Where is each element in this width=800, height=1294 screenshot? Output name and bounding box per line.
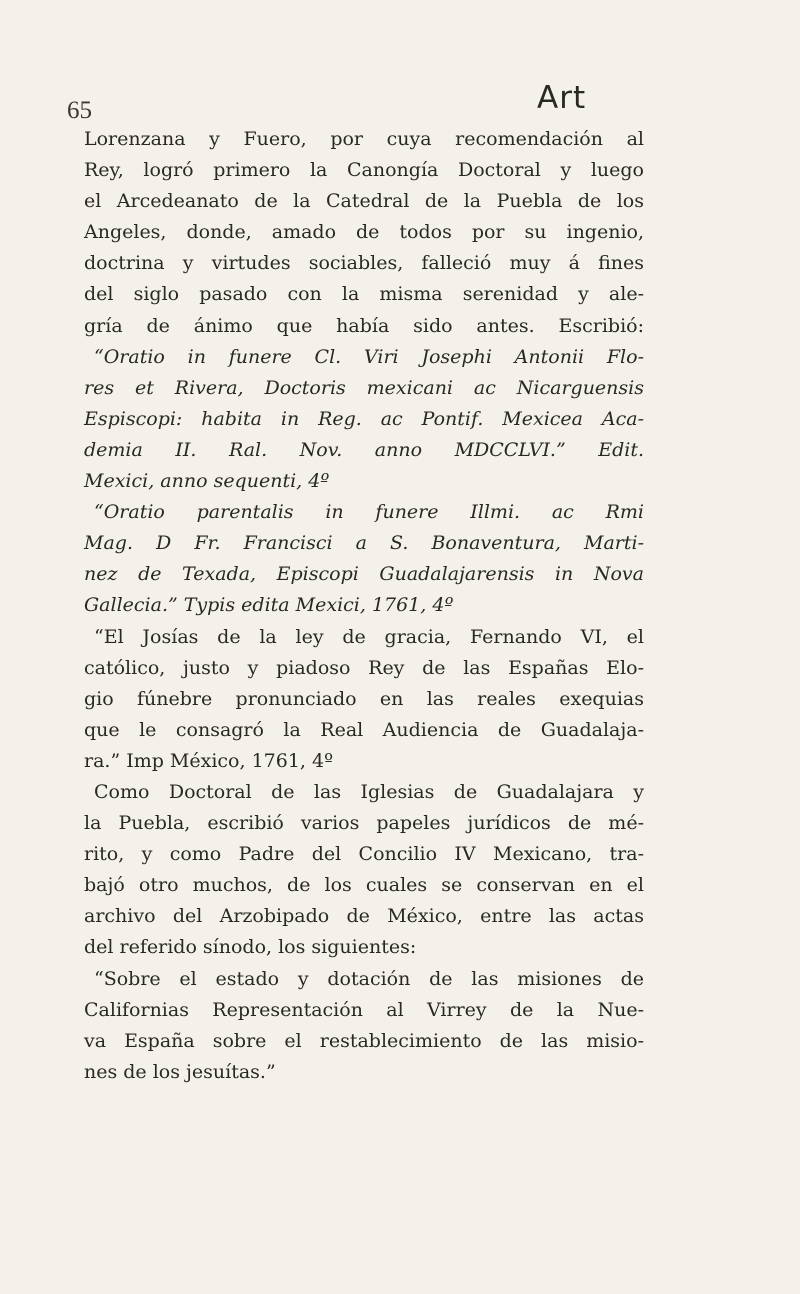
text-line: va España sobre el restablecimiento de las misio- — [84, 1029, 644, 1052]
text-line: el Arcedeanato de la Catedral de la Puebla de los — [84, 190, 644, 213]
text-line: “Oratio parentalis in funere Illmi. ac Rmi — [94, 501, 644, 524]
body-text — [84, 124, 644, 1088]
text-line: del referido sínodo, los siguientes: — [84, 936, 417, 959]
text-line: Lorenzana y Fuero, por cuya recomendación al — [84, 128, 644, 150]
text-line: Mexici, anno sequenti, 4º — [84, 470, 330, 493]
text-line: nez de Texada, Episcopi Guadalajarensis in Nova — [84, 563, 644, 586]
running-head: Art — [537, 80, 587, 116]
text-line: Espiscopi: habita in Reg. ac Pontif. Mexicea Aca- — [84, 407, 644, 430]
text-line: Rey, logró primero la Canongía Doctoral y luego — [84, 159, 644, 182]
text-line: Mag. D Fr. Francisci a S. Bonaventura, Marti- — [84, 532, 644, 555]
text-line: del siglo pasado con la misma serenidad y ale- — [84, 283, 644, 306]
text-line: doctrina y virtudes sociables, falleció muy á fines — [84, 252, 644, 275]
page-number: 65 — [67, 97, 92, 124]
text-line: demia II. Ral. Nov. anno MDCCLVI.” Edit. — [84, 438, 644, 461]
text-line: rito, y como Padre del Concilio IV Mexicano, tra- — [84, 843, 644, 866]
text-line: res et Rivera, Doctoris mexicani ac Nicarguensis — [84, 376, 644, 399]
text-line: Gallecia.” Typis edita Mexici, 1761, 4º — [84, 594, 454, 617]
text-line: la Puebla, escribió varios papeles jurídicos de mé- — [84, 812, 644, 835]
text-line: Como Doctoral de las Iglesias de Guadalajara y — [94, 780, 644, 803]
text-line: archivo del Arzobipado de México, entre las actas — [84, 905, 644, 928]
text-line: “Sobre el estado y dotación de las misiones de — [94, 967, 644, 990]
text-line: Angeles, donde, amado de todos por su ingenio, — [84, 221, 644, 244]
text-line: “El Josías de la ley de gracia, Fernando VI, el — [94, 625, 644, 648]
text-line: católico, justo y piadoso Rey de las Españas Elo- — [84, 656, 644, 679]
text-line: gría de ánimo que había sido antes. Escribió: — [84, 314, 644, 337]
text-line: Californias Representación al Virrey de la Nue- — [84, 998, 644, 1021]
text-line: bajó otro muchos, de los cuales se conservan en el — [84, 874, 644, 897]
text-line: que le consagró la Real Audiencia de Guadalaja- — [84, 718, 644, 741]
text-line: ra.” Imp México, 1761, 4º — [84, 749, 334, 772]
text-line: “Oratio in funere Cl. Viri Josephi Antonii Flo- — [94, 345, 644, 368]
text-line: nes de los jesuítas.” — [84, 1060, 276, 1083]
text-line: gio fúnebre pronunciado en las reales exequias — [84, 687, 644, 710]
